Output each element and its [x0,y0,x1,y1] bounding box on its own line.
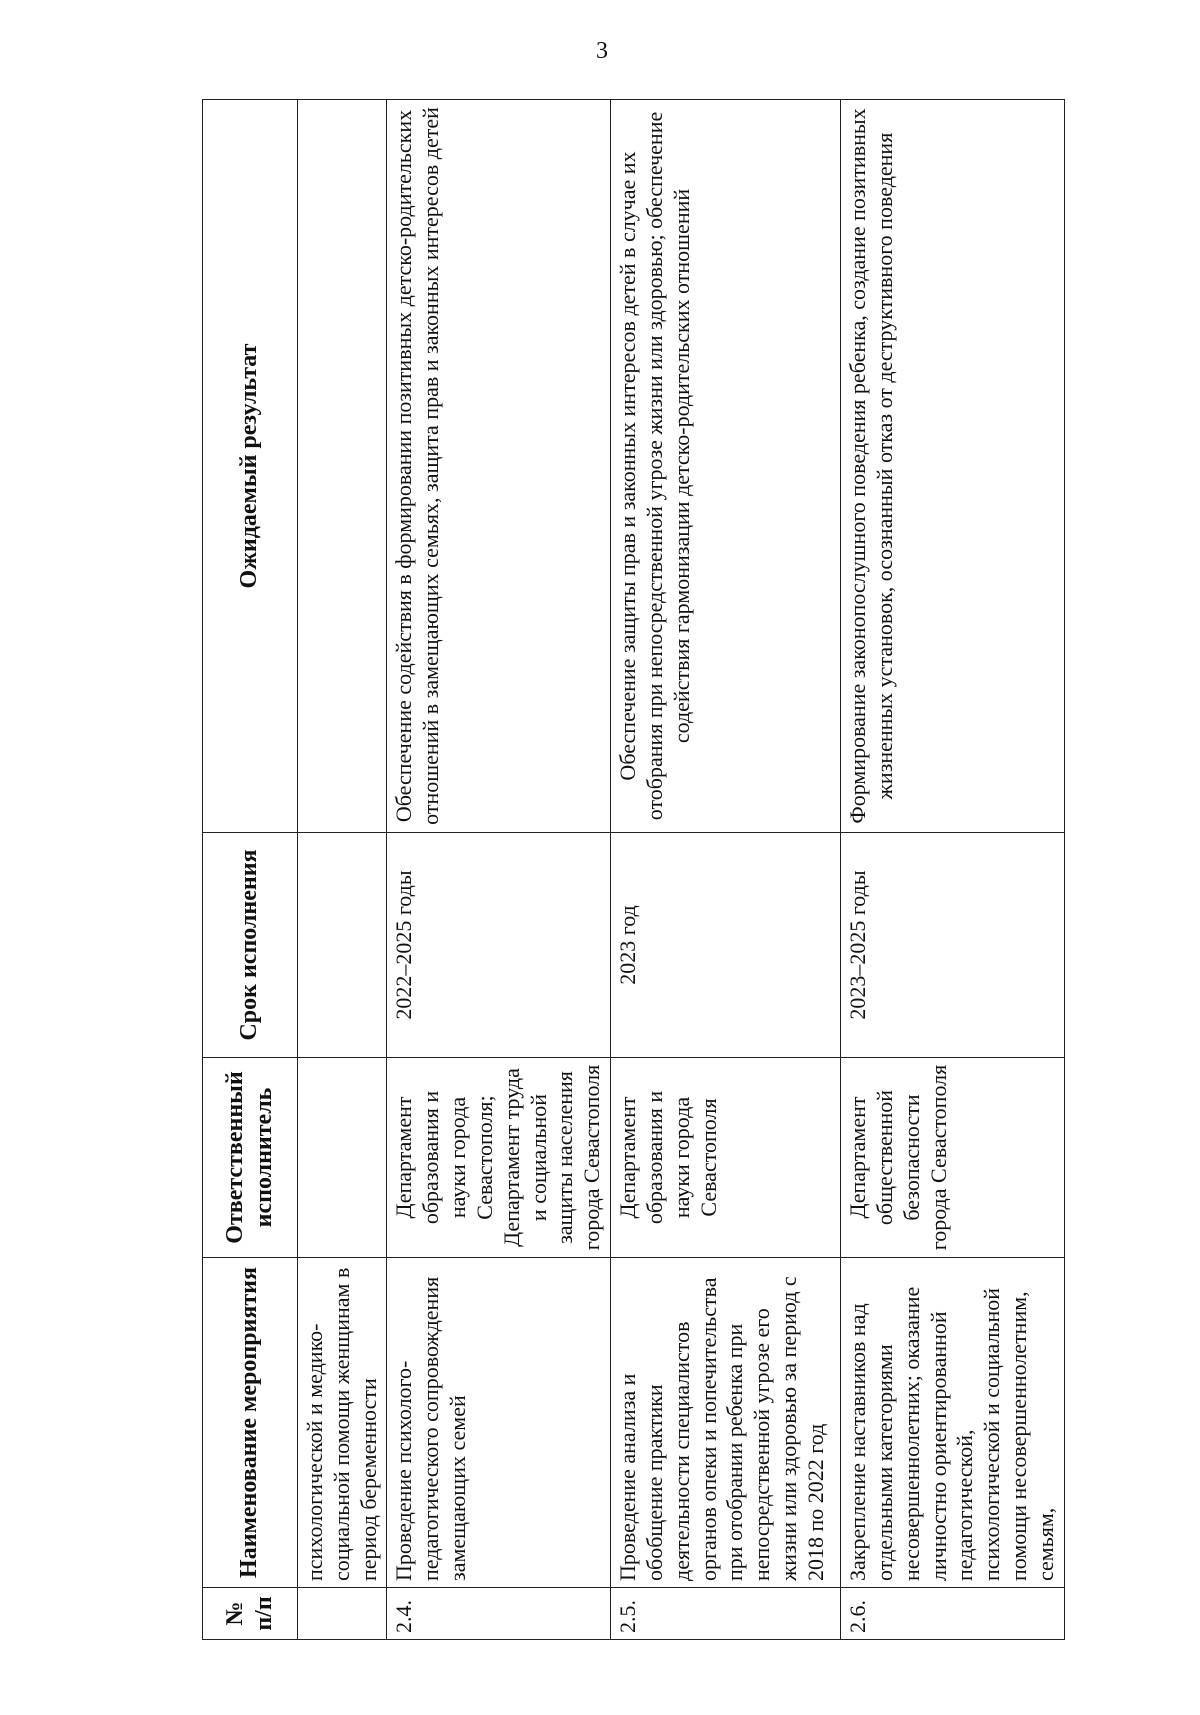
cell-num: 2.4. [387,1588,611,1640]
cell-num: 2.6. [841,1588,1065,1640]
cell-responsible: Департамент общественной безопасности города Севастополя [841,1058,1065,1258]
table-row [387,100,611,1640]
cell-name: Проведение психолого-педагогического сопровождения замещающих семей [387,1258,611,1588]
cell-term: 2023 год [611,833,841,1058]
header-num: № п/п [203,1588,298,1640]
cell-term [298,833,387,1058]
cell-name: Проведение анализа и обобщение практики деятельности специалистов органов опеки и попечительства при отобрании ребенка при непосредственной угрозе его жизни или здоровью за период с 2018 по 2022 год [611,1258,841,1588]
header-result: Ожидаемый результат [203,100,298,833]
page-number: 3 [596,38,608,64]
cell-responsible: Департамент образования и науки города Севастополя [611,1058,841,1258]
cell-term: 2022–2025 годы [387,833,611,1058]
table-row [298,100,387,1640]
header-responsible: Ответственный исполнитель [203,1058,298,1258]
cell-name: Закрепление наставников над отдельными категориями несовершеннолетних; оказание личностно ориентированной педагогической, психологической и социальной помощи несовершеннолетним, семьям, [841,1258,1065,1588]
table-row [841,100,1065,1640]
cell-result: Формирование законопослушного поведения ребенка, создание позитивных жизненных установок, осознанный отказ от деструктивного поведения [841,100,1065,833]
table-header-row [203,100,298,1640]
cell-term: 2023–2025 годы [841,833,1065,1058]
cell-num: 2.5. [611,1588,841,1640]
action-plan-table [202,99,1065,1640]
cell-responsible [298,1058,387,1258]
cell-result: Обеспечение защиты прав и законных интересов детей в случае их отобрания при непосредственной угрозе жизни или здоровью; обеспечение содействия гармонизации детско-родительских отношений [611,100,841,833]
cell-result [298,100,387,833]
header-name: Наименование мероприятия [203,1258,298,1588]
cell-name: психологической и медико-социальной помощи женщинам в период беременности [298,1258,387,1588]
cell-num [298,1588,387,1640]
cell-result: Обеспечение содействия в формировании позитивных детско-родительских отношений в замещающих семьях, защита прав и законных интересов детей [387,100,611,833]
table-row [611,100,841,1640]
rotated-table-container [202,100,1058,1640]
cell-responsible: Департамент образования и науки города Севастополя; Департамент труда и социальной защиты населения города Севастополя [387,1058,611,1258]
header-term: Срок исполнения [203,833,298,1058]
